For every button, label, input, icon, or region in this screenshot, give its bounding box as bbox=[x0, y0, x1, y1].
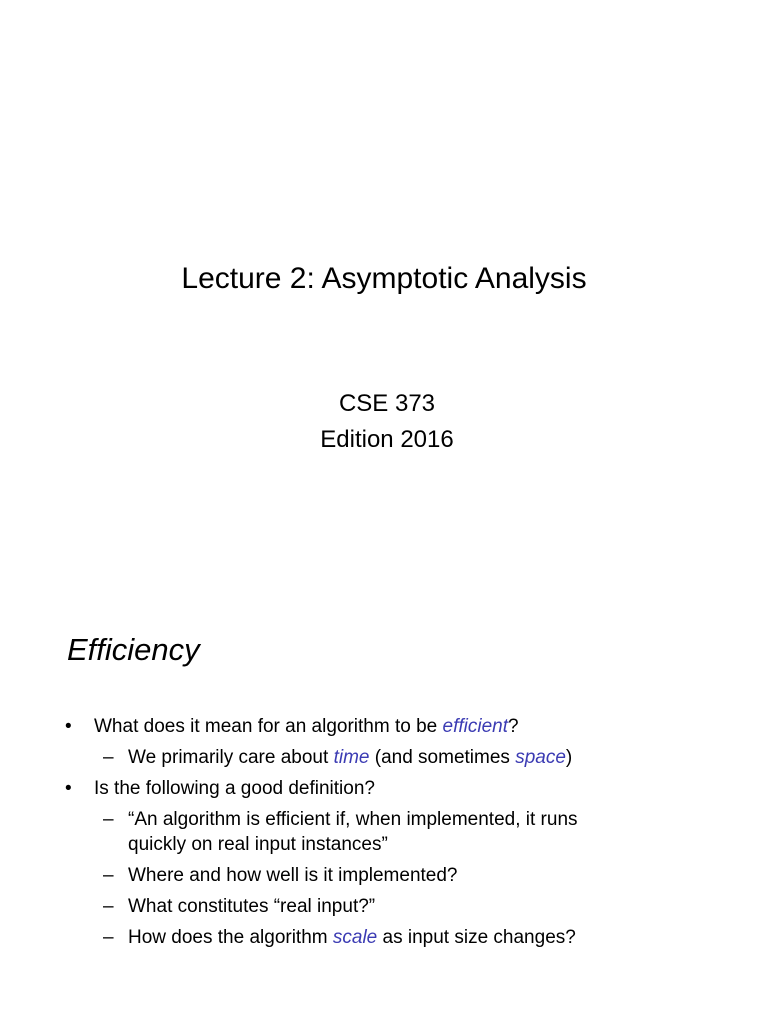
subbullet-quote-line1: “An algorithm is efficient if, when implemented, it runs bbox=[128, 809, 578, 830]
course-code: CSE 373 bbox=[338, 390, 436, 417]
bullet-text: What does it mean for an algorithm to be bbox=[94, 716, 443, 737]
subbullet-real-input: What constitutes “real input?” bbox=[128, 896, 376, 917]
dash-marker: – bbox=[103, 809, 114, 830]
bullet-text-end: ? bbox=[508, 716, 519, 737]
efficiency-slide bbox=[0, 560, 768, 1024]
emphasis-space: space bbox=[515, 747, 566, 768]
sub-text-mid: (and sometimes bbox=[369, 747, 516, 768]
bullet-marker: • bbox=[65, 716, 72, 737]
dash-marker: – bbox=[103, 747, 114, 768]
bullet-efficient bbox=[94, 715, 519, 739]
edition-label: Edition 2016 bbox=[320, 426, 454, 453]
bullet-definition: Is the following a good definition? bbox=[94, 778, 375, 799]
dash-marker: – bbox=[103, 896, 114, 917]
emphasis-scale: scale bbox=[332, 927, 378, 948]
sub-text: How does the algorithm bbox=[128, 927, 333, 948]
sub-text-end: ) bbox=[565, 747, 573, 768]
subbullet-scale bbox=[128, 926, 576, 950]
sub-text-end: as input size changes? bbox=[377, 927, 576, 948]
dash-marker: – bbox=[103, 927, 114, 948]
slide-title: Efficiency bbox=[67, 632, 200, 667]
subbullet-implemented: Where and how well is it implemented? bbox=[128, 865, 458, 886]
sub-text: We primarily care about bbox=[128, 747, 334, 768]
emphasis-time: time bbox=[333, 747, 370, 768]
subbullet-quote-line2: quickly on real input instances” bbox=[128, 834, 388, 855]
emphasis-efficient: efficient bbox=[442, 716, 508, 737]
lecture-title: Lecture 2: Asymptotic Analysis bbox=[181, 262, 587, 295]
dash-marker: – bbox=[103, 865, 114, 886]
subbullet-time-space bbox=[128, 746, 572, 770]
bullet-marker: • bbox=[65, 778, 72, 799]
